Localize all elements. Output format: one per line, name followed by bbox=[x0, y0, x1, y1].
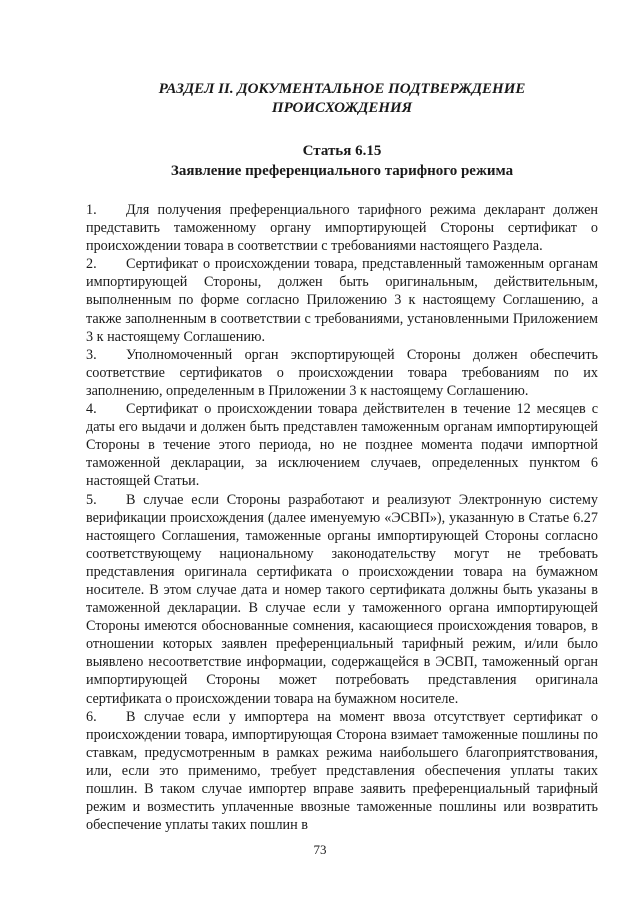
paragraph-text: Сертификат о происхождении товара, представленный таможенным органам импортирующей Стороны, должен быть оригинальным, действительным, выполненным по форме согласно Приложению 3 к настоящему Соглашению, а также заполненным в соответствии с требованиями, установленными Приложением 3 к настоящему Соглашению. bbox=[86, 256, 598, 345]
article-number: Статья 6.15 bbox=[302, 143, 382, 159]
paragraph-text: Уполномоченный орган экспортирующей Стороны должен обеспечить соответствие сертификатов о происхождении товара требованиям по их заполнению, определенным в Приложении 3 к настоящему Соглашению. bbox=[86, 346, 598, 399]
document-page bbox=[86, 80, 598, 834]
paragraph-number: 6. bbox=[86, 708, 97, 725]
paragraph-text: В случае если Стороны разработают и реализуют Электронную систему верификации происхождения (далее именуемую «ЭСВП»), указанную в Статье 6.27 настоящего Соглашения, таможенные органы импортирующей Стороны согласно соответствующему национальному законодательству могут не требовать представления оригинала сертификата о происхождении товара на бумажном носителе. В этом случае дата и номер такого сертификата должны быть указаны в таможенной декларации. В случае если у таможенного органа импортирующей Стороны имеются обоснованные сомнения, касающиеся происхождения товаров, в отношении которых заявлен преференциальный тарифный режим, и/или было выявлено несоответствие информации, содержащейся в ЭСВП, таможенный орган импортирующей Стороны может потребовать представления оригинала сертификата о происхождении товара на бумажном носителе. bbox=[86, 491, 598, 707]
paragraph-6 bbox=[86, 708, 598, 835]
paragraph-4 bbox=[86, 400, 598, 490]
paragraph-1 bbox=[86, 201, 598, 255]
section-title bbox=[86, 80, 598, 118]
paragraph-3 bbox=[86, 346, 598, 400]
section-title-line-1: РАЗДЕЛ II. ДОКУМЕНТАЛЬНОЕ ПОДТВЕРЖДЕНИЕ bbox=[158, 81, 526, 97]
paragraph-number: 1. bbox=[86, 202, 97, 218]
paragraph-text: Для получения преференциального тарифного режима декларант должен представить таможенному органу импортирующей Стороны сертификат о происхождении товара в соответствии с требованиями настоящего Раздела. bbox=[86, 202, 598, 255]
paragraph-number: 4. bbox=[86, 401, 97, 418]
paragraph-text: Сертификат о происхождении товара действителен в течение 12 месяцев с даты его выдачи и должен быть представлен таможенным органам импортирующей Стороны в течение этого периода, но не позднее момента подачи импортной таможенной декларации, за исключением случаев, определенных пунктом 6 настоящей Статьи. bbox=[86, 401, 598, 490]
article-title: Заявление преференциального тарифного режима bbox=[170, 163, 514, 179]
paragraph-number: 3. bbox=[86, 346, 97, 363]
page-number: 73 bbox=[313, 842, 327, 857]
paragraph-number: 2. bbox=[86, 256, 97, 273]
paragraph-5 bbox=[86, 491, 598, 708]
article-body bbox=[86, 201, 598, 834]
section-title-line-2: ПРОИСХОЖДЕНИЯ bbox=[271, 100, 413, 116]
paragraph-number: 5. bbox=[86, 491, 97, 508]
paragraph-2 bbox=[86, 255, 598, 345]
paragraph-text: В случае если у импортера на момент ввоза отсутствует сертификат о происхождении товара, импортирующая Сторона взимает таможенные пошлины по ставкам, предусмотренным в рамках режима наибольшего благоприятствования, или, если это применимо, требует представления обеспечения уплаты таких пошлин. В таком случае импортер вправе заявить преференциальный тарифный режим и возместить уплаченные ввозные таможенные пошлины или возвратить обеспечение уплаты таких пошлин в bbox=[86, 708, 598, 834]
